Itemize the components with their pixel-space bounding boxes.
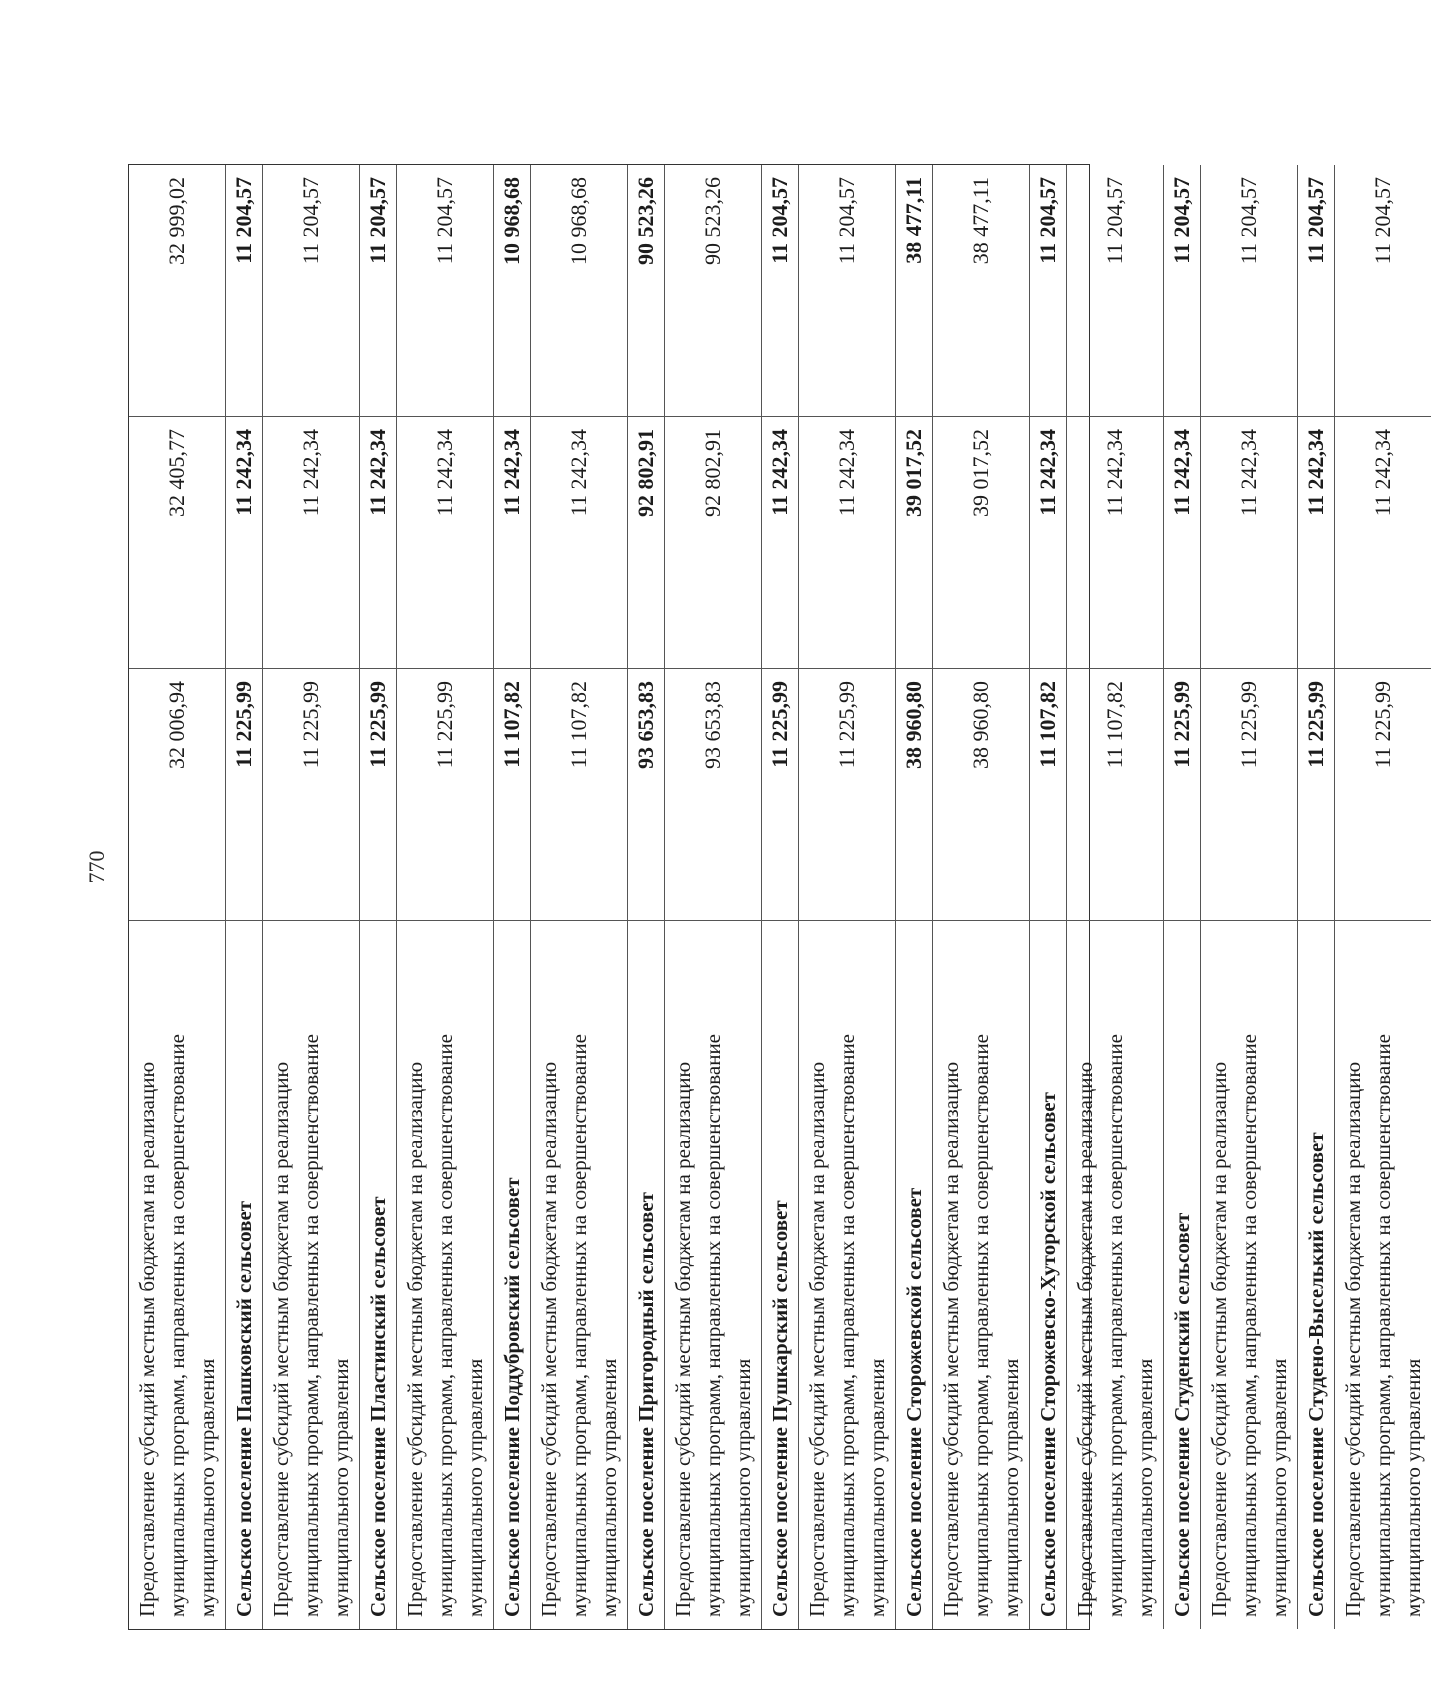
value-year-1: 11 225,99 bbox=[360, 669, 396, 921]
row-name: Сельское поселение Сторожевско-Хуторской сельсовет bbox=[1036, 1092, 1060, 1617]
row-name: Предоставление субсидий местным бюджетам на реализацию муниципальных программ, направленных на совершенствование муниципального управления bbox=[805, 1033, 889, 1617]
row-name: Сельское поселение Пластинский сельсовет bbox=[366, 1196, 390, 1617]
row-name: Сельское поселение Пашковский сельсовет bbox=[232, 1200, 256, 1617]
table-row bbox=[1297, 165, 1334, 1629]
value-year-1: 11 225,99 bbox=[226, 669, 262, 921]
value-year-2: 11 242,34 bbox=[397, 417, 493, 669]
value-year-2: 11 242,34 bbox=[1201, 417, 1297, 669]
row-name: Сельское поселение Пушкарский сельсовет bbox=[768, 1200, 792, 1617]
row-name: Сельское поселение Студено-Выселький сельсовет bbox=[1304, 1132, 1328, 1617]
value-year-2: 11 242,34 bbox=[1030, 417, 1066, 669]
table-row bbox=[798, 165, 895, 1629]
value-year-3: 11 204,57 bbox=[1298, 165, 1334, 417]
value-year-1: 11 107,82 bbox=[531, 669, 627, 921]
value-year-2: 11 242,34 bbox=[762, 417, 798, 669]
value-year-3: 11 204,57 bbox=[226, 165, 262, 417]
row-name: Предоставление субсидий местным бюджетам на реализацию муниципальных программ, направленных на совершенствование муниципального управления bbox=[671, 1033, 755, 1617]
table-row bbox=[1066, 165, 1163, 1629]
value-year-2: 92 802,91 bbox=[628, 417, 664, 669]
row-name: Предоставление субсидий местным бюджетам на реализацию муниципальных программ, направленных на совершенствование муниципального управления bbox=[403, 1033, 487, 1617]
value-year-3: 11 204,57 bbox=[360, 165, 396, 417]
value-year-3: 11 204,57 bbox=[1201, 165, 1297, 417]
row-name: Предоставление субсидий местным бюджетам на реализацию муниципальных программ, направленных на совершенствование муниципального управления bbox=[537, 1033, 621, 1617]
row-name: Предоставление субсидий местным бюджетам на реализацию муниципальных программ, направленных на совершенствование муниципального управления bbox=[269, 1033, 353, 1617]
value-year-2: 11 242,34 bbox=[263, 417, 359, 669]
value-year-3: 90 523,26 bbox=[628, 165, 664, 417]
row-name: Предоставление субсидий местным бюджетам на реализацию муниципальных программ, направленных на совершенствование муниципального управления bbox=[1207, 1033, 1291, 1617]
value-year-1: 11 225,99 bbox=[762, 669, 798, 921]
table-row bbox=[895, 165, 932, 1629]
table-row bbox=[129, 165, 225, 1629]
table-row bbox=[664, 165, 761, 1629]
value-year-2: 11 242,34 bbox=[226, 417, 262, 669]
value-year-3: 11 204,57 bbox=[1335, 165, 1431, 417]
value-year-3: 10 968,68 bbox=[531, 165, 627, 417]
table-row bbox=[1200, 165, 1297, 1629]
value-year-2: 92 802,91 bbox=[665, 417, 761, 669]
value-year-1: 11 225,99 bbox=[1164, 669, 1200, 921]
row-name: Предоставление субсидий местным бюджетам на реализацию муниципальных программ, направленных на совершенствование муниципального управления bbox=[1341, 1033, 1425, 1617]
value-year-1: 93 653,83 bbox=[665, 669, 761, 921]
value-year-1: 11 225,99 bbox=[397, 669, 493, 921]
value-year-1: 11 225,99 bbox=[1201, 669, 1297, 921]
table-row bbox=[761, 165, 798, 1629]
value-year-3: 11 204,57 bbox=[762, 165, 798, 417]
row-name: Предоставление субсидий местным бюджетам на реализацию муниципальных программ, направленных на совершенствование муниципального управления bbox=[135, 1033, 219, 1617]
value-year-2: 11 242,34 bbox=[1067, 417, 1163, 669]
table-row bbox=[225, 165, 262, 1629]
value-year-3: 38 477,11 bbox=[896, 165, 932, 417]
value-year-1: 11 107,82 bbox=[1067, 669, 1163, 921]
table-row bbox=[493, 165, 530, 1629]
table-row bbox=[1029, 165, 1066, 1629]
table-row bbox=[627, 165, 664, 1629]
value-year-3: 38 477,11 bbox=[933, 165, 1029, 417]
value-year-1: 11 107,82 bbox=[1030, 669, 1066, 921]
table-row bbox=[1334, 165, 1431, 1629]
value-year-2: 39 017,52 bbox=[933, 417, 1029, 669]
value-year-1: 93 653,83 bbox=[628, 669, 664, 921]
page-number: 770 bbox=[84, 850, 109, 884]
table-row bbox=[530, 165, 627, 1629]
value-year-1: 11 225,99 bbox=[1298, 669, 1334, 921]
value-year-2: 11 242,34 bbox=[1164, 417, 1200, 669]
table-row bbox=[396, 165, 493, 1629]
value-year-1: 32 006,94 bbox=[129, 669, 225, 921]
value-year-2: 11 242,34 bbox=[1335, 417, 1431, 669]
table-row bbox=[932, 165, 1029, 1629]
value-year-3: 11 204,57 bbox=[799, 165, 895, 417]
row-name: Сельское поселение Сторожевской сельсовет bbox=[902, 1187, 926, 1617]
value-year-2: 32 405,77 bbox=[129, 417, 225, 669]
value-year-3: 11 204,57 bbox=[1030, 165, 1066, 417]
table-row bbox=[359, 165, 396, 1629]
value-year-2: 39 017,52 bbox=[896, 417, 932, 669]
value-year-1: 11 225,99 bbox=[1335, 669, 1431, 921]
row-name: Сельское поселение Студенский сельсовет bbox=[1170, 1212, 1194, 1617]
value-year-3: 11 204,57 bbox=[263, 165, 359, 417]
budget-table bbox=[128, 164, 1425, 1630]
value-year-2: 11 242,34 bbox=[1298, 417, 1334, 669]
value-year-1: 38 960,80 bbox=[933, 669, 1029, 921]
value-year-1: 38 960,80 bbox=[896, 669, 932, 921]
value-year-1: 11 225,99 bbox=[799, 669, 895, 921]
value-year-2: 11 242,34 bbox=[360, 417, 396, 669]
value-year-3: 10 968,68 bbox=[494, 165, 530, 417]
value-year-3: 90 523,26 bbox=[665, 165, 761, 417]
value-year-3: 11 204,57 bbox=[1067, 165, 1163, 417]
value-year-3: 11 204,57 bbox=[1164, 165, 1200, 417]
row-name: Сельское поселение Поддубровский сельсовет bbox=[500, 1177, 524, 1617]
row-name: Предоставление субсидий местным бюджетам на реализацию муниципальных программ, направленных на совершенствование муниципального управления bbox=[939, 1033, 1023, 1617]
row-name: Сельское поселение Пригородный сельсовет bbox=[634, 1192, 658, 1617]
value-year-3: 11 204,57 bbox=[397, 165, 493, 417]
value-year-2: 11 242,34 bbox=[799, 417, 895, 669]
table-row bbox=[262, 165, 359, 1629]
value-year-1: 11 225,99 bbox=[263, 669, 359, 921]
value-year-2: 11 242,34 bbox=[531, 417, 627, 669]
value-year-2: 11 242,34 bbox=[494, 417, 530, 669]
row-name: Предоставление субсидий местным бюджетам на реализацию муниципальных программ, направленных на совершенствование муниципального управления bbox=[1073, 1033, 1157, 1617]
value-year-1: 11 107,82 bbox=[494, 669, 530, 921]
table-row bbox=[1163, 165, 1200, 1629]
value-year-3: 32 999,02 bbox=[129, 165, 225, 417]
